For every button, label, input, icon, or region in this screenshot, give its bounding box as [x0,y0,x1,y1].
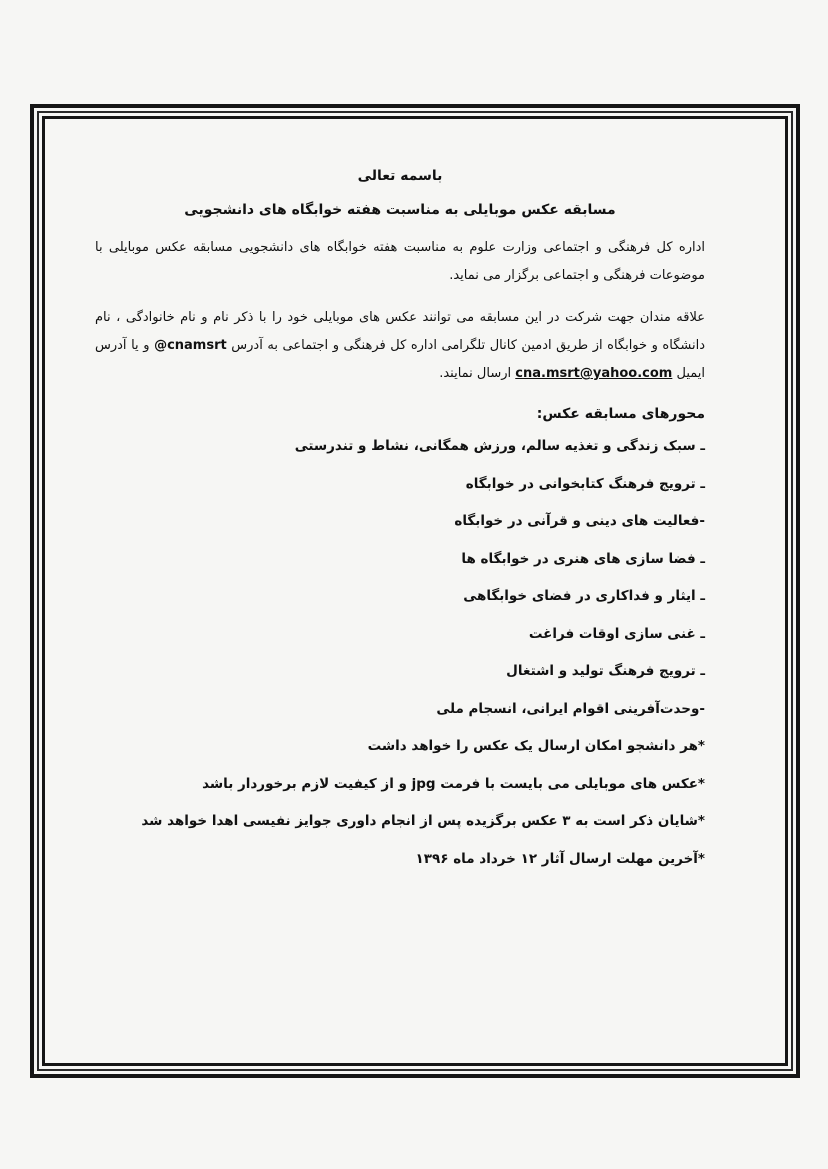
axis-item: ـ غنی سازی اوقات فراغت [528,625,705,642]
axes-heading: محورهای مسابقه عکس: [536,406,705,422]
intro-paragraph: اداره کل فرهنگی و اجتماعی وزارت علوم به مناسبت هفته خوابگاه های دانشجویی مسابقه عکس موبایلی با موضوعات فرهنگی و اجتماعی برگزار می نماید. [95,240,705,283]
axis-item: -وحدت‌آفرینی اقوام ایرانی، انسجام ملی [436,700,705,717]
document-body [95,160,705,886]
document-invocation: باسمه تعالی [357,168,443,184]
axis-item: ـ فضا سازی های هنری در خوابگاه ها [461,550,705,567]
participation-text: علاقه مندان جهت شرکت در این مسابقه می توانند عکس های موبایلی خود را با ذکر نام و نام خانوادگی ، نام دانشگاه و خوابگاه از طریق ادمین کانال تلگرامی اداره کل فرهنگی و اجتماعی به آدرس [95,310,706,353]
axis-item: ـ ترویج فرهنگ کتابخوانی در خوابگاه [465,475,705,492]
axis-item: ـ ترویج فرهنگ تولید و اشتغال [506,663,705,679]
document-title: مسابقه عکس موبایلی به مناسبت هفته خوابگاه های دانشجویی [184,202,616,218]
participation-text-after: ارسال نمایند. [439,366,512,381]
axis-item: -فعالیت های دینی و قرآنی در خوابگاه [454,513,705,529]
notes-list [95,736,705,886]
note-item: *هر دانشجو امکان ارسال یک عکس را خواهد داشت [367,738,705,754]
email-link[interactable]: cna.msrt@yahoo.com [515,366,673,381]
note-item: *شایان ذکر است به ۳ عکس برگزیده پس از انجام داوری جوایز نفیسی اهدا خواهد شد [141,813,705,829]
axis-item: ـ ایثار و فداکاری در فضای خوابگاهی [463,588,705,604]
note-item: *آخرین مهلت ارسال آثار ۱۲ خرداد ماه ۱۳۹۶ [415,850,705,867]
telegram-handle: @cnamsrt [154,338,227,353]
note-item: *عکس های موبایلی می بایست با فرمت jpg و از کیفیت لازم برخوردار باشد [202,775,705,792]
axis-item: ـ سبک زندگی و تغذیه سالم، ورزش همگانی، نشاط و تندرستی [294,438,705,454]
participation-paragraph [95,304,705,388]
participation-text-between: و یا آدرس ایمیل [95,338,705,381]
axes-list [95,436,705,736]
